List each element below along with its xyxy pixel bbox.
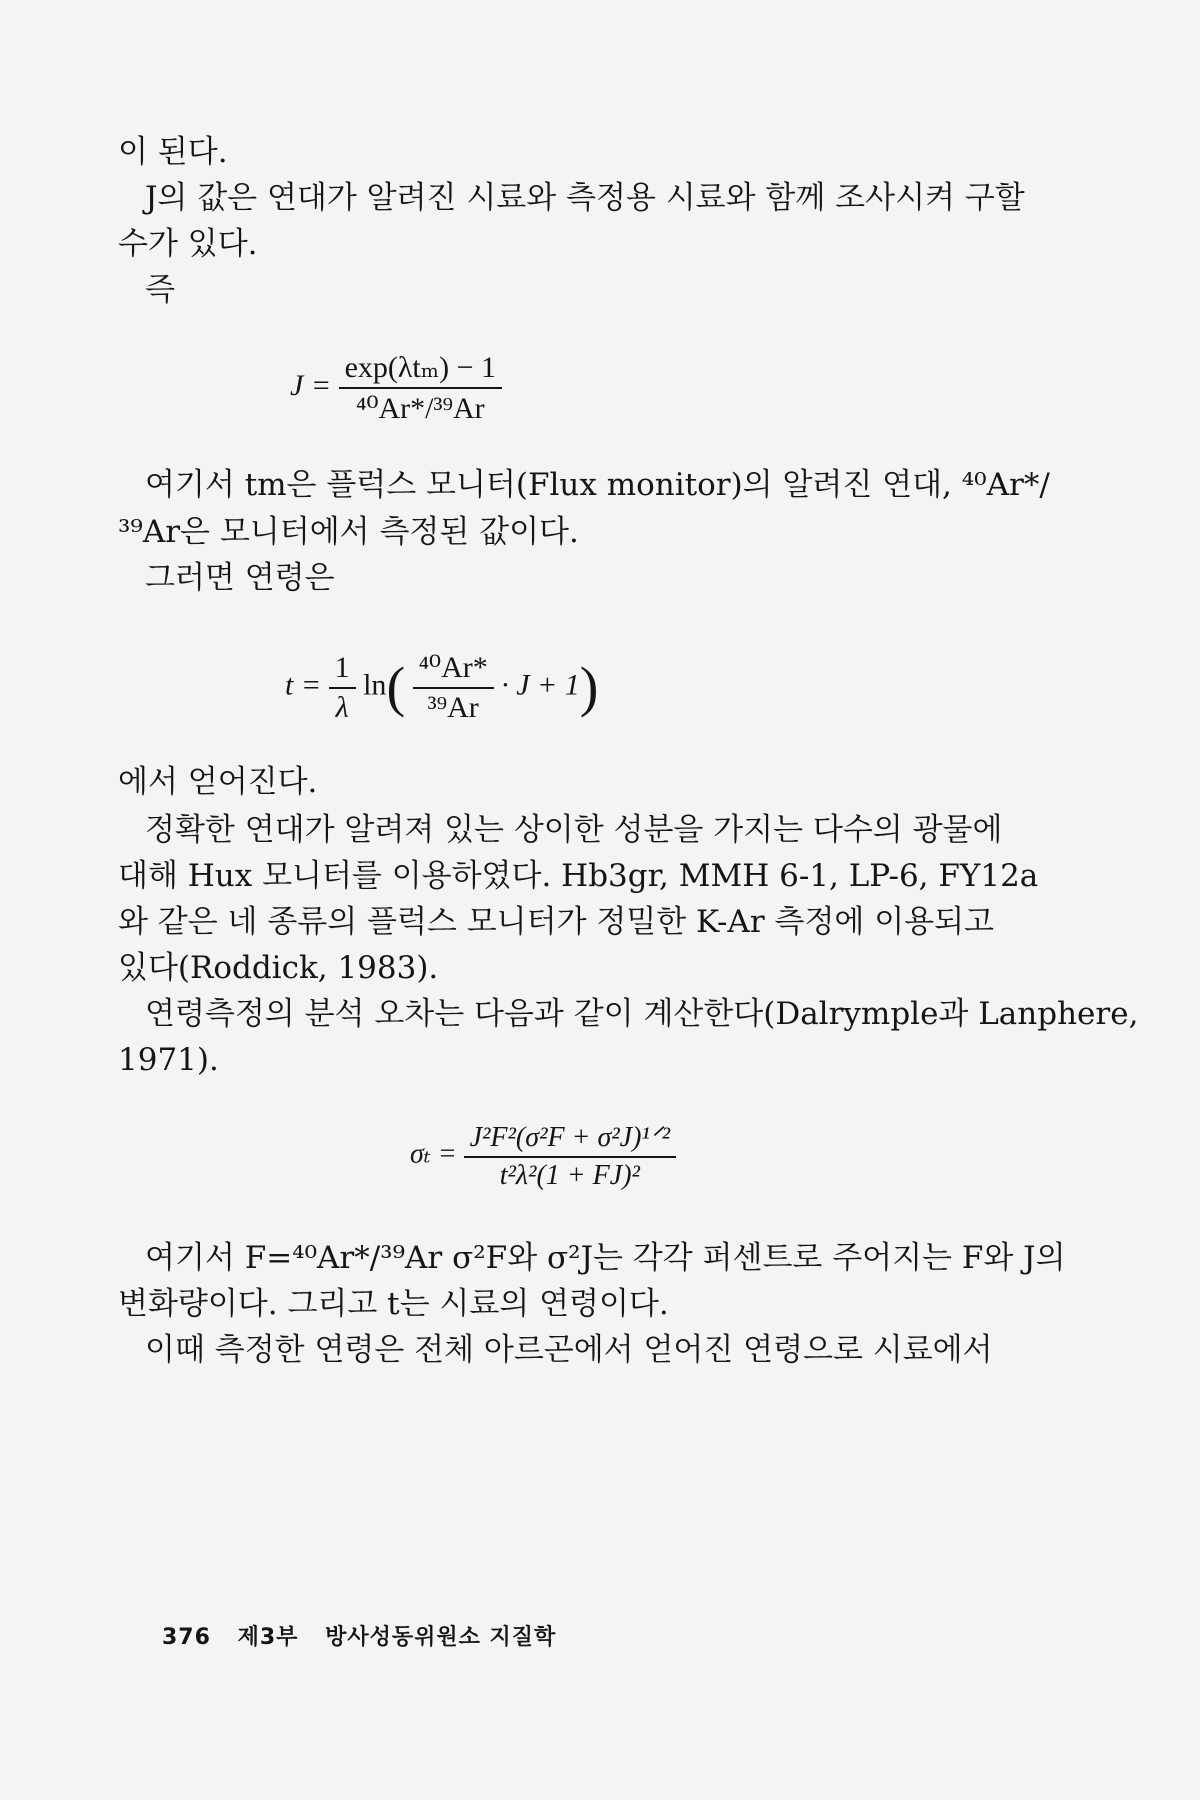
paragraph-line: 에서 얻어진다. bbox=[118, 764, 318, 800]
part-label: 제3부 bbox=[237, 1625, 299, 1650]
paragraph-line: 정확한 연대가 알려져 있는 상이한 성분을 가지는 다수의 광물에 bbox=[145, 812, 1003, 848]
page-number: 376 bbox=[162, 1625, 211, 1650]
equation-lhs: t = bbox=[285, 668, 322, 702]
equation-coefficient bbox=[329, 651, 356, 725]
equation-fraction bbox=[464, 1120, 676, 1192]
equation-denominator: ⁴⁰Ar*/³⁹Ar bbox=[356, 392, 485, 425]
right-paren: ) bbox=[579, 656, 599, 719]
equation-tail: · J + 1 bbox=[501, 668, 580, 702]
equation-denominator: λ bbox=[335, 690, 349, 724]
paragraph-line: 1971). bbox=[118, 1042, 219, 1078]
paragraph-line: 즉 bbox=[145, 272, 175, 308]
equation-ln: ln bbox=[363, 668, 387, 702]
paragraph-line: 수가 있다. bbox=[118, 226, 258, 262]
paragraph-line: 이때 측정한 연령은 전체 아르곤에서 얻어진 연령으로 시료에서 bbox=[145, 1332, 993, 1368]
equation-numerator: ⁴⁰Ar* bbox=[413, 650, 494, 689]
equation-lhs: σₜ = bbox=[410, 1138, 457, 1170]
paragraph-line: 변화량이다. 그리고 t는 시료의 연령이다. bbox=[118, 1286, 669, 1322]
equation-denominator: t²λ²(1 + FJ)² bbox=[499, 1160, 640, 1191]
paragraph-line: 대해 Hux 모니터를 이용하였다. Hb3gr, MMH 6-1, LP-6, FY12a bbox=[118, 858, 1039, 894]
paragraph-line: 있다(Roddick, 1983). bbox=[118, 950, 439, 986]
equation-fraction bbox=[339, 350, 503, 426]
equation-lhs: J = bbox=[290, 368, 332, 402]
equation-numerator: J²F²(σ²F + σ²J)¹ᐟ² bbox=[464, 1120, 676, 1158]
paragraph-line: 그러면 연령은 bbox=[145, 560, 335, 596]
equation-age bbox=[285, 650, 598, 725]
paragraph-line: 연령측정의 분석 오차는 다음과 같이 계산한다(Dalrymple과 Lanphere, bbox=[145, 996, 1139, 1032]
equation-denominator: ³⁹Ar bbox=[427, 691, 479, 724]
equation-ratio bbox=[413, 650, 494, 725]
paragraph-line: 여기서 tm은 플럭스 모니터(Flux monitor)의 알려진 연대, ⁴⁰Ar*/ bbox=[145, 467, 1050, 503]
left-paren: ( bbox=[386, 656, 406, 719]
page-footer bbox=[162, 1620, 574, 1651]
book-title: 방사성동위원소 지질학 bbox=[325, 1625, 557, 1650]
paragraph-line: 와 같은 네 종류의 플럭스 모니터가 정밀한 K-Ar 측정에 이용되고 bbox=[118, 904, 994, 940]
paragraph-line: 여기서 F=⁴⁰Ar*/³⁹Ar σ²F와 σ²J는 각각 퍼센트로 주어지는 F와 J의 bbox=[145, 1240, 1066, 1276]
equation-j bbox=[290, 350, 502, 426]
paragraph-line: ³⁹Ar은 모니터에서 측정된 값이다. bbox=[118, 514, 579, 550]
equation-error bbox=[410, 1120, 676, 1192]
paragraph-line: J의 값은 연대가 알려진 시료와 측정용 시료와 함께 조사시켜 구할 bbox=[145, 180, 1025, 216]
equation-numerator: 1 bbox=[329, 651, 356, 689]
equation-numerator: exp(λtₘ) − 1 bbox=[339, 350, 503, 389]
paragraph-line: 이 된다. bbox=[118, 134, 228, 170]
